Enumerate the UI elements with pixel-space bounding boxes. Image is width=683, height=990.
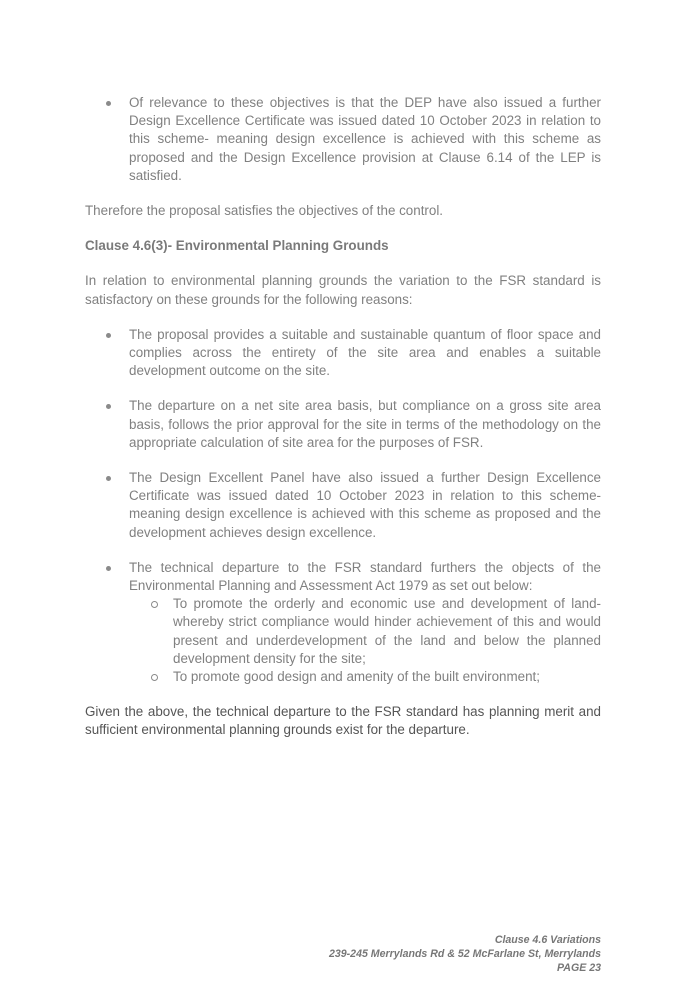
reasons-list: [85, 326, 601, 686]
relation-paragraph: In relation to environmental planning grounds the variation to the FSR standard is satisfactory on these grounds for the following reasons:: [85, 273, 601, 307]
reason-text: The technical departure to the FSR standard furthers the objects of the Environmental Planning and Assessment Act 1979 as set out below:: [129, 559, 601, 594]
bullet-icon: [106, 333, 111, 338]
page-number: PAGE 23: [557, 962, 601, 974]
list-item: [129, 595, 601, 668]
hollow-bullet-icon: [151, 601, 158, 608]
hollow-bullet-icon: [151, 674, 158, 681]
footer-title: Clause 4.6 Variations: [494, 934, 601, 946]
reason-text: The departure on a net site area basis, but compliance on a gross site area basis, follows the prior approval for the site in terms of the methodology on the appropriate calculation of site area for the purposes of FSR.: [129, 398, 601, 450]
conclusion-paragraph: Given the above, the technical departure to the FSR standard has planning merit and sufficient environmental planning grounds exist for the departure.: [85, 704, 601, 738]
reason-text: The proposal provides a suitable and sustainable quantum of floor space and complies across the entirety of the site area and enables a suitable development outcome on the site.: [129, 326, 601, 379]
list-item: [85, 326, 601, 381]
bullet-icon: [106, 101, 111, 106]
bullet-icon: [106, 476, 111, 481]
intro-bullet-text: Of relevance to these objectives is that the DEP have also issued a further Design Excellence Certificate was issued dated 10 October 2023 in relation to this scheme- meaning design excellence is achieved with this scheme as proposed and the Design Excellence provision at Clause 6.14 of the LEP is satisfied.: [129, 95, 601, 183]
page-body: [85, 94, 601, 740]
object-text: To promote good design and amenity of the built environment;: [173, 669, 540, 685]
list-item: [85, 469, 601, 542]
objects-list: [129, 595, 601, 686]
section-heading: Clause 4.6(3)- Environmental Planning Grounds: [85, 238, 389, 254]
therefore-paragraph: Therefore the proposal satisfies the objectives of the control.: [85, 203, 444, 219]
footer-address: 239-245 Merrylands Rd & 52 McFarlane St, Merrylands: [328, 948, 601, 960]
bullet-icon: [106, 566, 111, 571]
object-text: To promote the orderly and economic use and development of land- whereby strict compliance would hinder achievement of this and would present and underdevelopment of the land and below the planned development density for the site;: [173, 596, 601, 666]
bullet-icon: [106, 404, 111, 409]
list-item: [85, 397, 601, 452]
list-item: [85, 94, 601, 185]
intro-list: [85, 94, 601, 185]
list-item: [129, 668, 601, 686]
list-item: [85, 559, 601, 686]
reason-text: The Design Excellent Panel have also issued a further Design Excellence Certificate was issued dated 10 October 2023 in relation to this scheme- meaning design excellence is achieved with this scheme as proposed and the development achieves design excellence.: [129, 470, 601, 540]
page-footer: [329, 933, 601, 975]
